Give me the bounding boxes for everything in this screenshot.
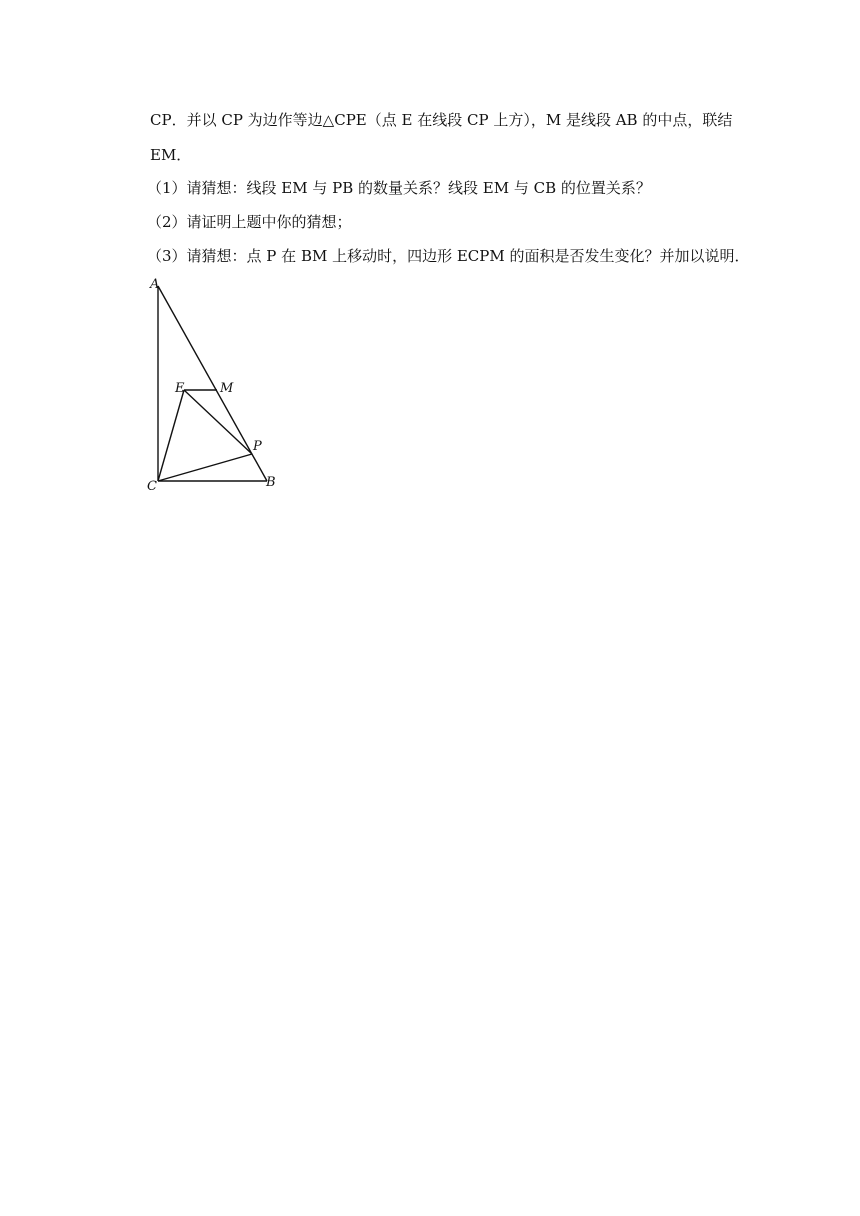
label-a: A [150,277,160,292]
question-2: （2）请证明上题中你的猜想； [147,213,352,231]
segment-ce [158,390,184,481]
segment-ep [184,390,252,454]
geometry-figure [140,276,290,496]
label-p: P [253,439,262,454]
triangle-diagram [140,276,290,496]
problem-text-line-2: EM． [150,146,192,164]
problem-text-line-1: CP．并以 CP 为边作等边△CPE（点 E 在线段 CP 上方），M 是线段 AB 的中点，联结 [150,111,733,129]
label-c: C [147,479,157,494]
label-e: E [175,381,185,396]
question-1: （1）请猜想：线段 EM 与 PB 的数量关系？线段 EM 与 CB 的位置关系？ [147,179,651,197]
question-3: （3）请猜想：点 P 在 BM 上移动时，四边形 ECPM 的面积是否发生变化？并加以说明． [147,247,750,265]
label-m: M [220,381,234,396]
segment-cp [158,454,252,481]
label-b: B [266,475,276,490]
